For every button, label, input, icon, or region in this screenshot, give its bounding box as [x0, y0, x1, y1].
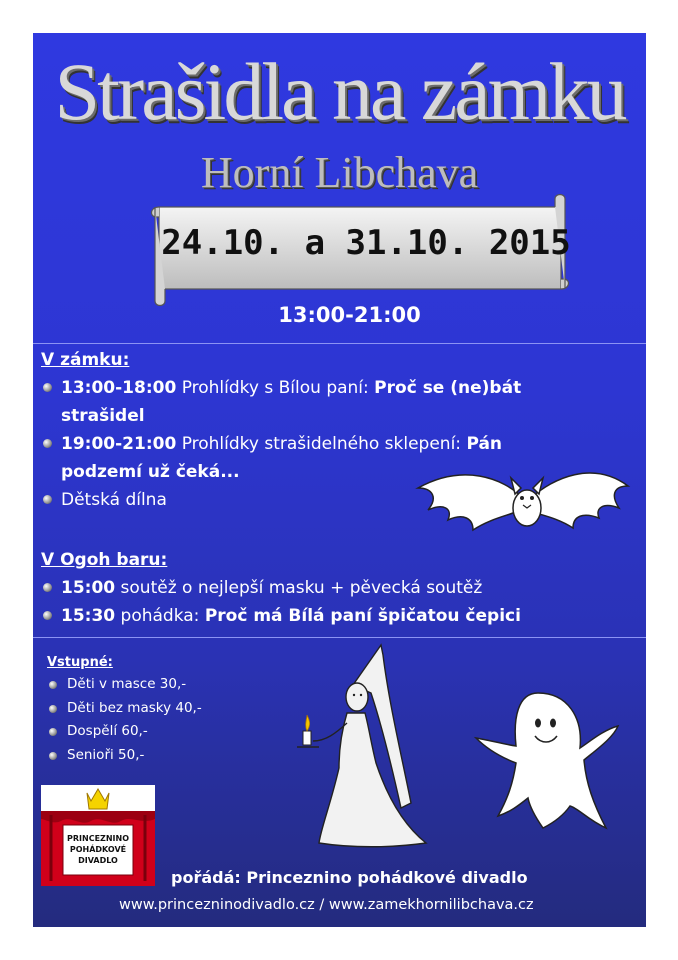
bullet-icon	[43, 439, 52, 448]
list-item	[41, 374, 581, 430]
price-text: Senioři 50,-	[67, 746, 145, 763]
event-dates: 24.10. a 31.10. 2015	[161, 223, 571, 263]
divider	[33, 637, 646, 638]
bar-heading: V Ogoh baru:	[41, 550, 168, 570]
price-text: Dospělí 60,-	[67, 723, 148, 739]
logo-line-2: POHÁDKOVÉ	[69, 845, 127, 854]
item-time: 13:00-18:00	[61, 378, 177, 398]
item-time: 15:30	[61, 606, 116, 626]
white-lady-icon	[291, 643, 441, 853]
item-desc: Prohlídky strašidelného sklepení:	[181, 434, 462, 454]
item-highlight: Proč má Bílá paní špičatou čepici	[204, 606, 521, 626]
bullet-icon	[43, 611, 52, 620]
bullet-icon	[49, 728, 57, 736]
websites: www.princezninodivadlo.cz / www.zamekhornilibchava.cz	[119, 897, 534, 913]
bat-icon	[413, 458, 633, 543]
logo-line-3: DIVADLO	[78, 856, 118, 865]
ghost-icon	[468, 688, 628, 833]
bullet-icon	[43, 383, 52, 392]
poster-subtitle: Horní Libchava	[200, 148, 479, 197]
price-text: Děti v masce 30,-	[67, 676, 187, 692]
item-desc: soutěž o nejlepší masku + pěvecká soutěž	[120, 578, 483, 598]
item-text: Dětská dílna	[61, 490, 167, 510]
item-highlight: Pán podzemí už čeká...	[61, 434, 503, 482]
admission-heading: Vstupné:	[47, 655, 113, 670]
divider	[33, 343, 646, 344]
bullet-icon	[43, 583, 52, 592]
poster	[33, 33, 646, 927]
organizer: pořádá: Princeznino pohádkové divadlo	[171, 868, 528, 887]
list-item	[47, 673, 202, 697]
castle-heading: V zámku:	[41, 350, 130, 370]
list-item	[41, 602, 521, 630]
list-item	[41, 574, 521, 602]
item-desc: pohádka:	[120, 606, 200, 626]
list-item	[47, 697, 202, 721]
list-item	[47, 720, 202, 744]
bar-list	[41, 574, 521, 630]
poster-title: Strašidla na zámku	[54, 46, 625, 137]
price-text: Děti bez masky 40,-	[67, 699, 202, 716]
item-highlight: Proč se (ne)bát strašidel	[61, 378, 522, 426]
item-time: 15:00	[61, 578, 116, 598]
item-time: 19:00-21:00	[61, 434, 177, 454]
admission-list	[47, 673, 202, 767]
bullet-icon	[49, 705, 57, 713]
bullet-icon	[49, 752, 57, 760]
logo-line-1: PRINCEZNINO	[67, 834, 129, 843]
list-item	[47, 744, 202, 768]
event-time: 13:00-21:00	[278, 303, 421, 327]
theatre-logo	[41, 785, 155, 886]
bullet-icon	[49, 681, 57, 689]
item-desc: Prohlídky s Bílou paní:	[181, 378, 369, 398]
bullet-icon	[43, 495, 52, 504]
